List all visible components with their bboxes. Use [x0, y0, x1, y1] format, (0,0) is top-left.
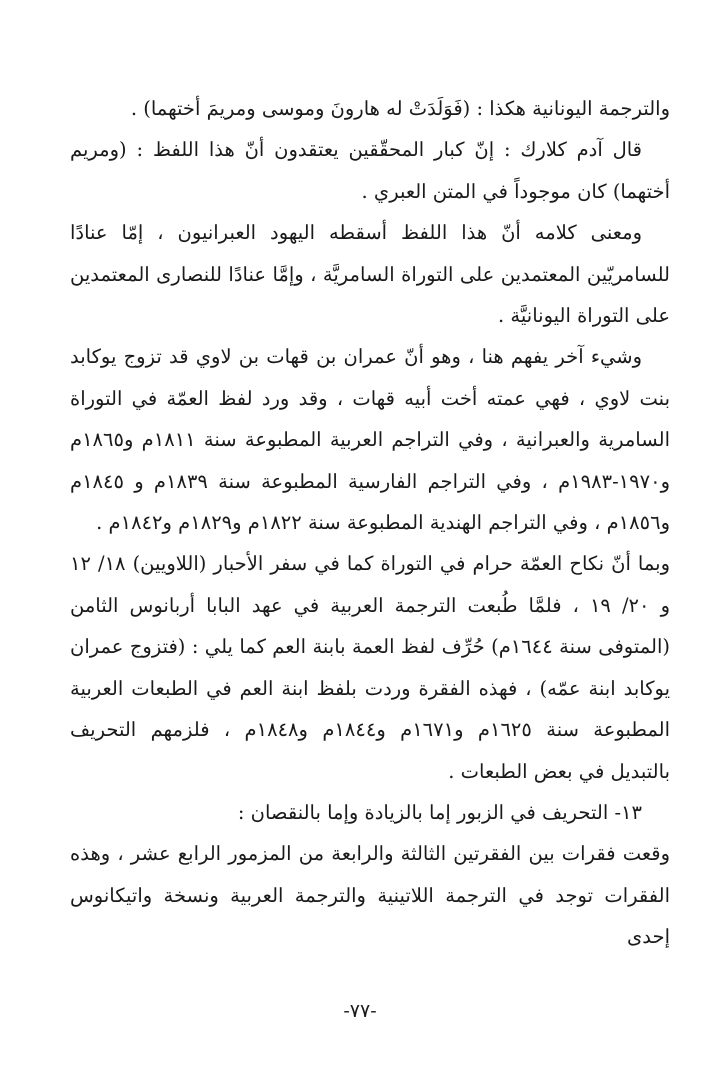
paragraph-meaning: ومعنى كلامه أنّ هذا اللفظ أسقطه اليهود العبرانيون ، إمّا عنادًا للسامريّين المعتمدين على التوراة السامريَّة ، وإمَّا عنادًا للنصارى المعتمدين على التوراة اليونانيَّة .	[70, 221, 670, 328]
book-page	[70, 88, 670, 1068]
section-heading-psalms: ١٣- التحريف في الزبور إما بالزيادة وإما بالنقصان :	[237, 800, 642, 824]
paragraph-aunt-marriage: وبما أنّ نكاح العمّة حرام في التوراة كما في سفر الأحبار (اللاويين) ١٨/ ١٢ و ٢٠/ ١٩ ، فلمَّا طُبعت الترجمة العربية في عهد البابا أربانوس الثامن (المتوفى سنة ١٦٤٤م) حُرِّف لفظ العمة بابنة العم كما يلي : (فتزوج عمران يوكابد ابنة عمّه) ، فهذه الفقرة وردت بلفظ ابنة العم في الطبعات العربية المطبوعة سنة ١٦٢٥م و١٦٧١م و١٨٤٤م و١٨٤٨م ، فلزمهم التحريف بالتبديل في بعض الطبعات .	[70, 552, 670, 783]
paragraph-amram-yochebed: وشيء آخر يفهم هنا ، وهو أنّ عمران بن قهات بن لاوي قد تزوج يوكابد بنت لاوي ، فهي عمته أخت أبيه قهات ، وقد ورد لفظ العمّة في التوراة السامرية والعبرانية ، وفي التراجم العربية المطبوعة سنة ١٨١١م و١٨٦٥م و١٩٧٠-١٩٨٣م ، وفي التراجم الفارسية المطبوعة سنة ١٨٣٩م و ١٨٤٥م و١٨٥٦م ، وفي التراجم الهندية المطبوعة سنة ١٨٢٢م و١٨٢٩م و١٨٤٢م .	[70, 345, 670, 535]
paragraph-psalm-fourteen: وقعت فقرات بين الفقرتين الثالثة والرابعة من المزمور الرابع عشر ، وهذه الفقرات توجد في الترجمة اللاتينية والترجمة العربية ونسخة واتيكانوس إحدى	[70, 842, 670, 949]
page-number: -٧٧-	[343, 1000, 377, 1022]
paragraph-greek-translation: والترجمة اليونانية هكذا : (فَوَلَدَتْ له هارونَ وموسى ومريمَ أختهما) .	[130, 97, 670, 120]
paragraph-adam-clarke: قال آدم كلارك : إنّ كبار المحقّقين يعتقدون أنّ هذا اللفظ : (ومريم أختهما) كان موجوداً في المتن العبري .	[70, 138, 670, 203]
